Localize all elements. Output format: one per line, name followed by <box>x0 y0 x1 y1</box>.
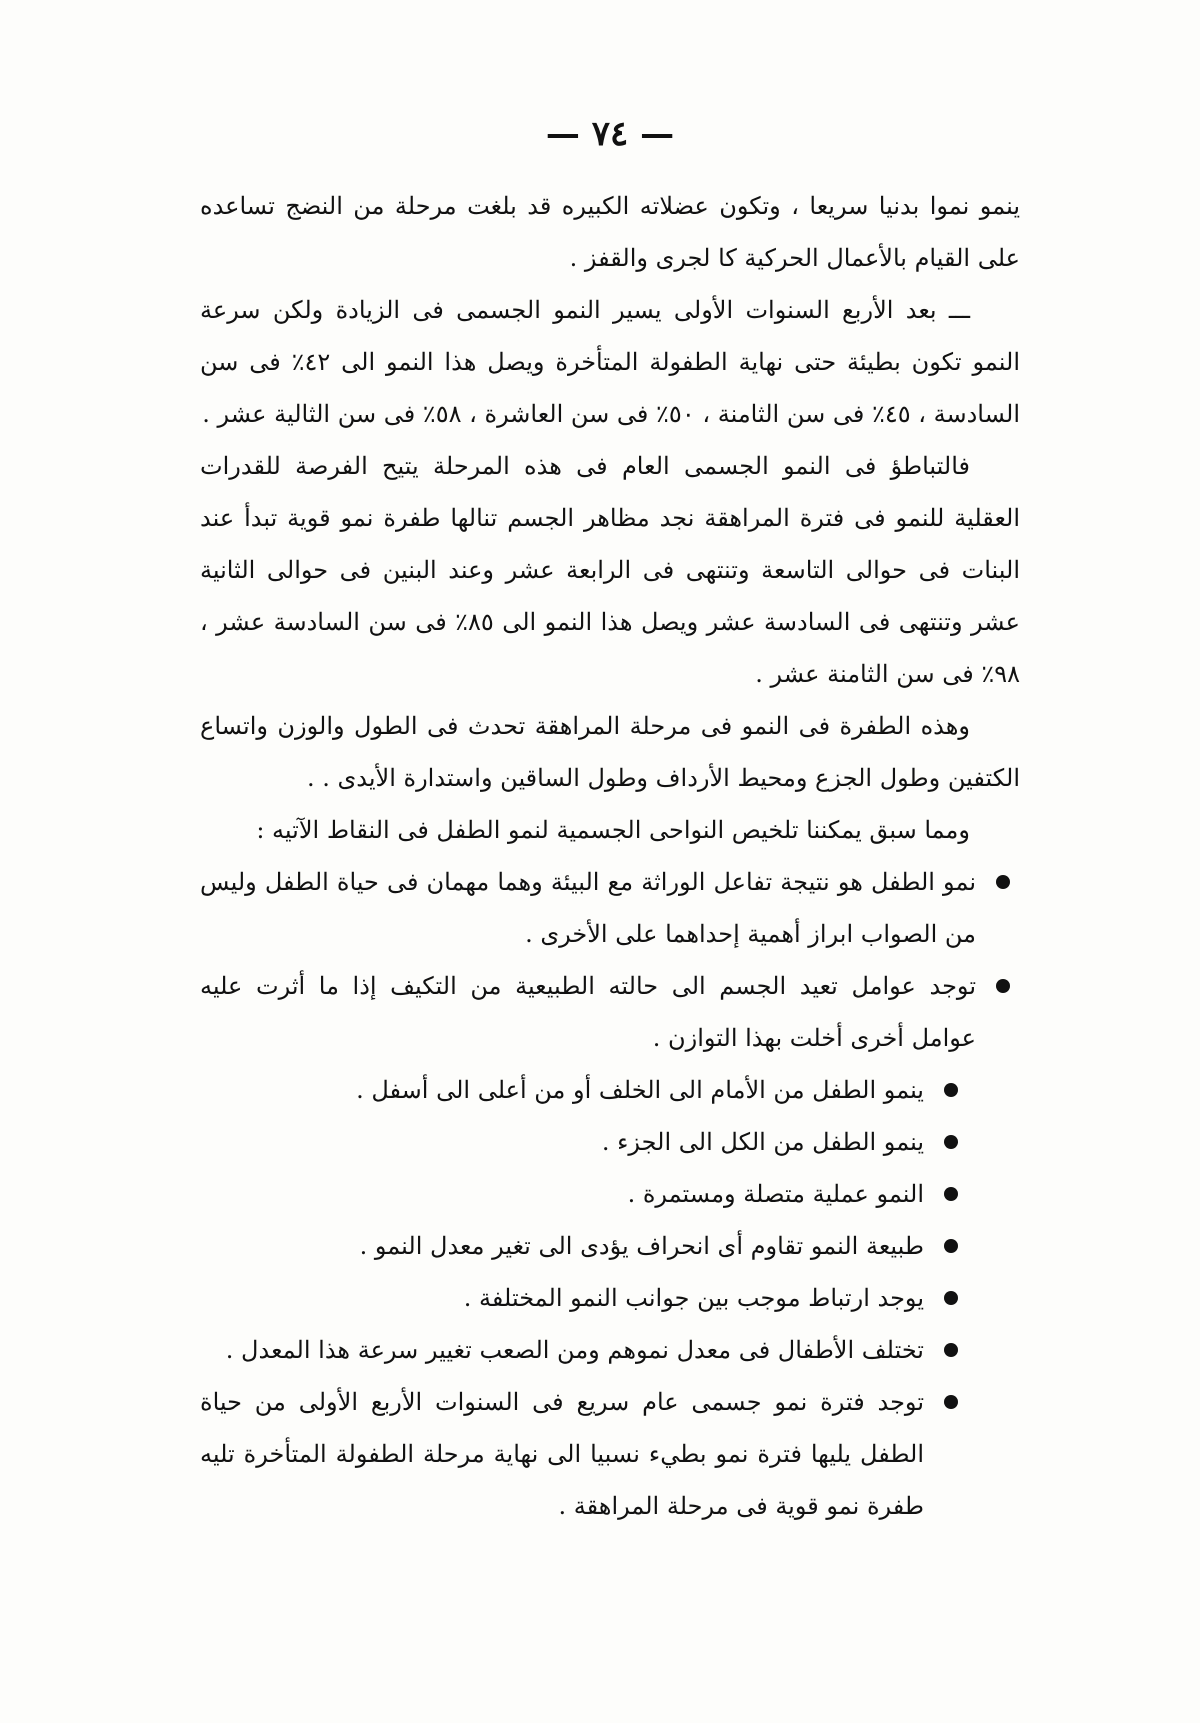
document-page <box>200 0 1020 1723</box>
paragraph-4: وهذه الطفرة فى النمو فى مرحلة المراهقة تحدث فى الطول والوزن واتساع الكتفين وطول الجزع ومحيط الأرداف وطول الساقين واستدارة الأيدى . . <box>200 712 1020 792</box>
bullet-dot-icon <box>944 1135 958 1149</box>
list-item <box>200 1220 1020 1272</box>
list-item <box>200 1376 1020 1532</box>
bullet-dot-icon <box>944 1083 958 1097</box>
paragraph-2: ـــ بعد الأربع السنوات الأولى يسير النمو الجسمى فى الزيادة ولكن سرعة النمو تكون بطيئة حتى نهاية الطفولة المتأخرة ويصل هذا النمو الى ٤٢٪ فى سن السادسة ، ٤٥٪ فى سن الثامنة ، ٥٠٪ فى سن العاشرة ، ٥٨٪ فى سن الثالية عشر . <box>200 296 1020 428</box>
page-number: — ٧٤ — <box>545 114 675 154</box>
list-item <box>200 1064 1020 1116</box>
bullet-dot-icon <box>944 1395 958 1409</box>
list-item <box>200 960 1020 1064</box>
bullet-dot-icon <box>996 979 1010 993</box>
bullet-dot-icon <box>996 875 1010 889</box>
paragraph-3: فالتباطؤ فى النمو الجسمى العام فى هذه المرحلة يتيح الفرصة للقدرات العقلية للنمو فى فترة المراهقة نجد مظاهر الجسم تنالها طفرة نمو قوية تبدأ عند البنات فى حوالى التاسعة وتنتهى فى الرابعة عشر وعند البنين فى حوالى الثانية عشر وتنتهى فى السادسة عشر ويصل هذا النمو الى ٨٥٪ فى سن السادسة عشر ، ٩٨٪ فى سن الثامنة عشر . <box>200 452 1021 688</box>
list-item-text: توجد عوامل تعيد الجسم الى حالته الطبيعية من التكيف إذا ما أثرت عليه عوامل أخرى أخلت بهذا التوازن . <box>200 972 976 1052</box>
list-item-text: توجد فترة نمو جسمى عام سريع فى السنوات الأربع الأولى من حياة الطفل يليها فترة نمو بطيء نسبيا الى نهاية مرحلة الطفولة المتأخرة تليه طفرة نمو قوية فى مرحلة المراهقة . <box>200 1388 925 1520</box>
list-item-text: النمو عملية متصلة ومستمرة . <box>627 1180 924 1208</box>
list-item-text: يوجد ارتباط موجب بين جوانب النمو المختلفة . <box>463 1284 924 1312</box>
list-item <box>200 1168 1020 1220</box>
list-item <box>200 1116 1020 1168</box>
paragraph-1: ينمو نموا بدنيا سريعا ، وتكون عضلاته الكبيره قد بلغت مرحلة من النضج تساعده على القيام بالأعمال الحركية كا لجرى والقفز . <box>200 192 1020 272</box>
summary-list <box>200 856 1020 1532</box>
bullet-dot-icon <box>944 1239 958 1253</box>
bullet-dot-icon <box>944 1343 958 1357</box>
list-item <box>200 1324 1020 1376</box>
list-item <box>200 856 1020 960</box>
list-item-text: ينمو الطفل من الأمام الى الخلف أو من أعلى الى أسفل . <box>356 1076 924 1104</box>
paragraph-5: ومما سبق يمكننا تلخيص النواحى الجسمية لنمو الطفل فى النقاط الآتيه : <box>256 816 970 844</box>
page-body <box>200 180 1020 1532</box>
list-item-text: طبيعة النمو تقاوم أى انحراف يؤدى الى تغير معدل النمو . <box>359 1232 924 1260</box>
bullet-dot-icon <box>944 1291 958 1305</box>
list-item-text: تختلف الأطفال فى معدل نموهم ومن الصعب تغيير سرعة هذا المعدل . <box>225 1336 924 1364</box>
bullet-dot-icon <box>944 1187 958 1201</box>
list-item-text: نمو الطفل هو نتيجة تفاعل الوراثة مع البيئة وهما مهمان فى حياة الطفل وليس من الصواب ابراز أهمية إحداهما على الأخرى . <box>200 868 976 948</box>
list-item <box>200 1272 1020 1324</box>
list-item-text: ينمو الطفل من الكل الى الجزء . <box>601 1128 924 1156</box>
